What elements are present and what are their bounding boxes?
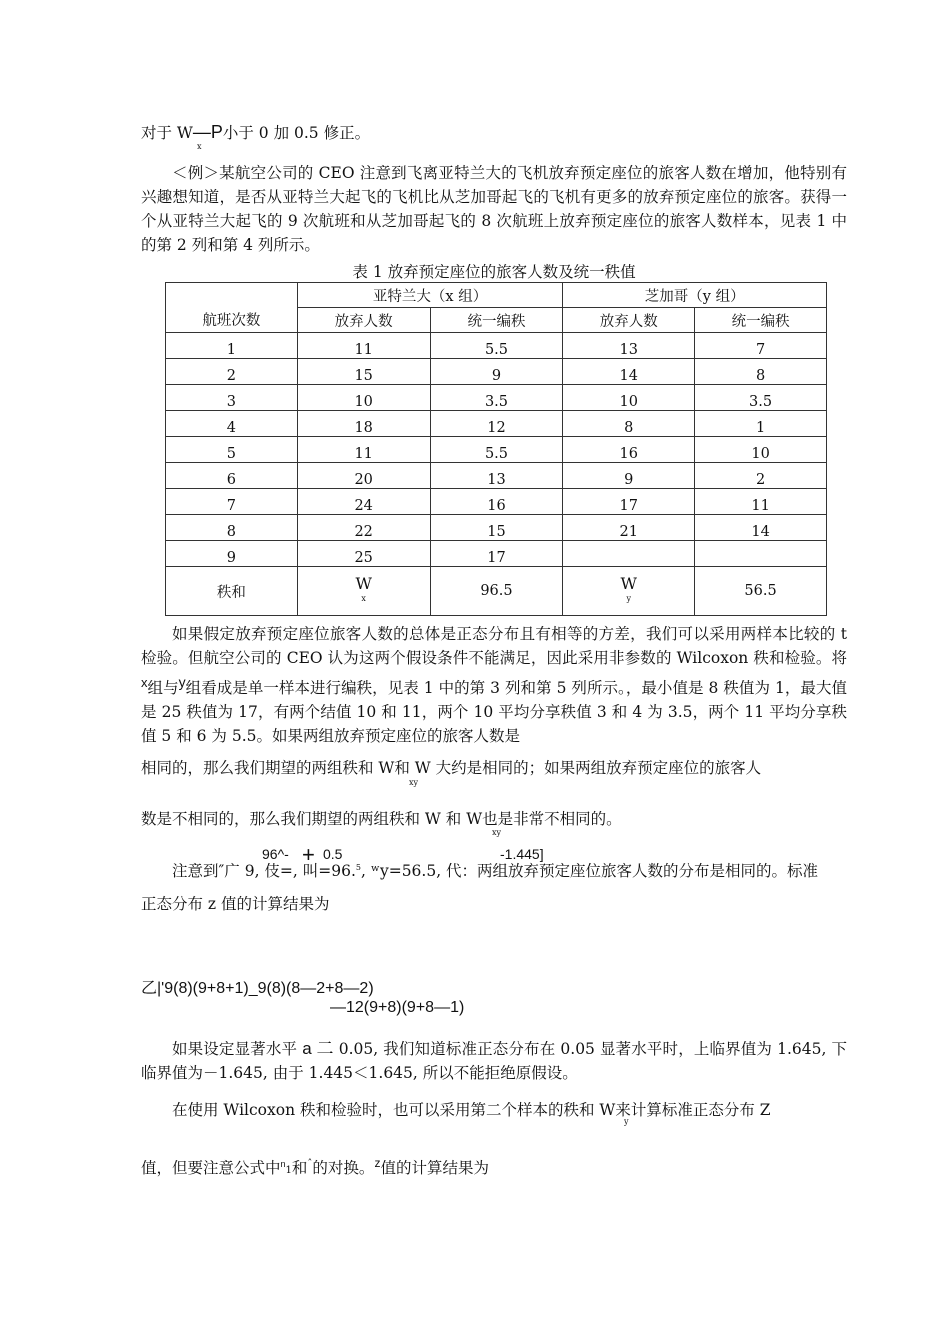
x-rank-cell: 9 [430,359,563,385]
flight-number-cell: 9 [166,541,298,567]
flight-number-cell: 6 [166,463,298,489]
header-x-rank: 统一编秩 [430,308,563,333]
y-count-cell: 14 [563,359,695,385]
y-rank-cell: 10 [695,437,827,463]
flight-number-cell: 5 [166,437,298,463]
header-y-count: 放弃人数 [563,308,695,333]
paragraph-example: ＜例＞某航空公司的 CEO 注意到飞离亚特兰大的飞机放弃预定座位的旅客人数在增加，他特别有兴趣想知道，是否从亚特兰大起飞的飞机比从芝加哥起飞的飞机有更多的放弃预定座位的旅客。获得一个从亚特兰大起飞的 9 次航班和从芝加哥起飞的 8 次航班上放弃预定座位的旅客人数样本，见表 1 中的第 2 列和第 4 列所示。 [141,164,847,254]
formula-line-1: 乙|'9(8)(9+8+1)_9(8)(8—2+8—2) [141,980,374,997]
paragraph-second-sample: 在使用 Wilcoxon 秩和检验时，也可以采用第二个样本的秩和 W来计算标准正态分布 Z [172,1101,771,1119]
paragraph-note: 注意到″广 9, 伎=, 叫=96.$^5$, ʷy=56.5, 代：两组放弃预定座位旅客人数的分布是相同的。标准 [172,862,819,881]
paragraph-different-distribution: 数是不相同的，那么我们期望的两组秩和 W 和 W也是非常不相同的。 [141,810,622,828]
p1-dash: — [192,122,211,142]
header-chicago: 芝加哥（y 组） [563,283,827,308]
y-rank-cell: 1 [695,411,827,437]
table-row [166,489,827,515]
p1-text-end: 小于 0 加 0.5 修正。 [222,124,371,142]
y-count-cell: 16 [563,437,695,463]
y-count-cell: 13 [563,333,695,359]
table-row [166,437,827,463]
header-flight-number: 航班次数 [166,283,298,333]
table-row [166,463,827,489]
symbol-y: y [178,674,186,690]
y-count-cell: 10 [563,385,695,411]
table-row [166,541,827,567]
paragraph-continuity-correction [141,120,847,145]
garbled-over-2: 0.5 [323,846,343,862]
x-count-cell: 18 [297,411,430,437]
y-rank-cell: 7 [695,333,827,359]
y-rank-cell: 14 [695,515,827,541]
paragraph-z-intro: 正态分布 z 值的计算结果为 [141,895,330,913]
x-count-cell: 25 [297,541,430,567]
paragraph-swap: 值，但要注意公式中$^n$1和$^ˆ$的对换。$^z$值的计算结果为 [141,1156,489,1178]
x-rank-cell: 13 [430,463,563,489]
garbled-over-3: -1.445] [500,846,544,862]
y-count-cell: 17 [563,489,695,515]
sum-y-value: 56.5 [695,567,827,616]
sum-wy: W y [563,567,695,616]
x-rank-cell: 5.5 [430,437,563,463]
x-rank-cell: 16 [430,489,563,515]
garbled-plus: + [302,842,315,867]
garbled-over-1: 96^- [262,846,289,862]
paragraph-wilcoxon-intro: 如果假定放弃预定座位旅客人数的总体是正态分布且有相等的方差，我们可以采用两样本比较的 t 检验。但航空公司的 CEO 认为这两个假设条件不能满足，因此采用非参数的 Wilcoxon 秩和检验。将$^x$组与$^y$组看成是单一样本进行编秩，见表 1 中的第 3 列和第 5 列所示。，最小值是 8 秩值为 1，最大值是 25 秩值为 17，有两个结值 10 和 11，两个 10 平均分享秩值 3 和 4 为 3.5，两个 11 平均分享秩值 5 和 6 为 5.5。如果两组放弃预定座位的旅客人数是 [141,625,847,746]
table-row [166,385,827,411]
symbol-x: x [141,675,148,690]
header-x-count: 放弃人数 [297,308,430,333]
flight-number-cell: 2 [166,359,298,385]
flight-number-cell: 1 [166,333,298,359]
table-row [166,515,827,541]
y-count-cell: 9 [563,463,695,489]
paragraph-same-distribution: 相同的，那么我们期望的两组秩和 W和 W 大约是相同的；如果两组放弃预定座位的旅客人 [141,759,762,777]
alpha-symbol: a 二 [302,1039,334,1058]
y-rank-cell: 11 [695,489,827,515]
formula-line-2: —12(9+8)(9+8—1) [330,999,465,1016]
x-rank-cell: 17 [430,541,563,567]
y-rank-cell: 3.5 [695,385,827,411]
table-row [166,359,827,385]
x-count-cell: 15 [297,359,430,385]
y-count-cell: 21 [563,515,695,541]
table-header-row-1 [166,283,827,308]
y-rank-cell: 8 [695,359,827,385]
y-rank-cell [695,541,827,567]
flight-number-cell: 8 [166,515,298,541]
x-rank-cell: 12 [430,411,563,437]
p1-text: 对于 W [141,124,193,142]
sum-x-value: 96.5 [430,567,563,616]
x-rank-cell: 15 [430,515,563,541]
x-count-cell: 24 [297,489,430,515]
x-rank-cell: 5.5 [430,333,563,359]
flight-number-cell: 4 [166,411,298,437]
flight-number-cell: 3 [166,385,298,411]
x-count-cell: 11 [297,437,430,463]
p5-subscript: xy [492,828,502,837]
x-count-cell: 20 [297,463,430,489]
table-row [166,333,827,359]
header-y-rank: 统一编秩 [695,308,827,333]
x-count-cell: 10 [297,385,430,411]
passenger-rank-table [165,282,827,616]
p1-glyph: P [210,122,223,142]
y-count-cell: 8 [563,411,695,437]
paragraph-significance: 如果设定显著水平 a 二 0.05, 我们知道标准正态分布在 0.05 显著水平时，上临界值为 1.645, 下临界值为－1.645, 由于 1.445＜1.645, 所以不能拒绝原假设。 [141,1039,847,1082]
sum-wx: W x [297,567,430,616]
y-count-cell [563,541,695,567]
p1-subscript-x: x [197,142,202,151]
x-count-cell: 11 [297,333,430,359]
header-atlanta: 亚特兰大（x 组） [297,283,563,308]
p4-subscript: xy [409,778,419,787]
p9-subscript: y [624,1117,629,1126]
y-rank-cell: 2 [695,463,827,489]
table-row [166,411,827,437]
x-rank-cell: 3.5 [430,385,563,411]
sum-label: 秩和 [166,567,298,616]
x-count-cell: 22 [297,515,430,541]
flight-number-cell: 7 [166,489,298,515]
table-sum-row [166,567,827,616]
table-caption: 表 1 放弃预定座位的旅客人数及统一秩值 [352,263,636,281]
